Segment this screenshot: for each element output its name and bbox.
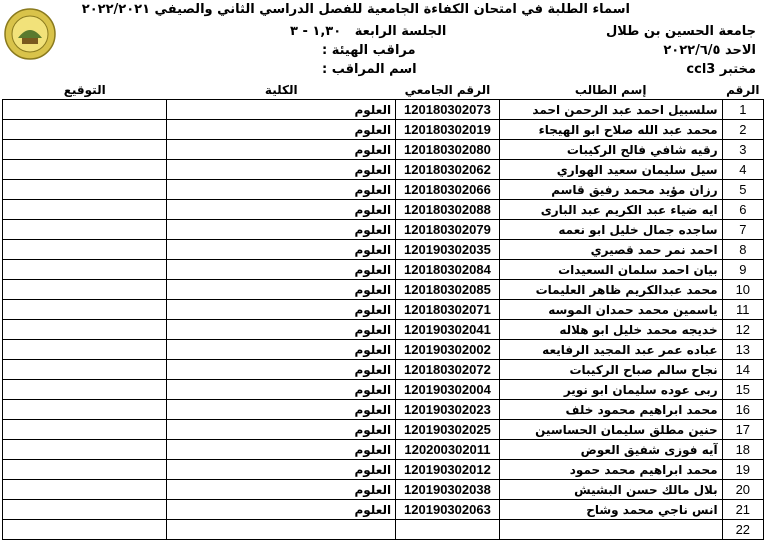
student-id-cell: 120180302073 [396,100,500,120]
student-id-cell: 120190302041 [396,320,500,340]
student-id-cell: 120190302038 [396,480,500,500]
row-number-cell: 10 [722,280,763,300]
college-cell: العلوم [167,400,396,420]
signature-cell [3,300,167,320]
college-cell: العلوم [167,260,396,280]
college-cell: العلوم [167,380,396,400]
col-signature: التوقيع [3,80,167,100]
committee-monitor: مراقب الهيئة : [322,43,416,58]
row-number-cell: 9 [722,260,763,280]
college-cell: العلوم [167,500,396,520]
table-row [3,120,764,140]
row-number-cell: 11 [722,300,763,320]
signature-cell [3,320,167,340]
college-cell: العلوم [167,480,396,500]
signature-cell [3,520,167,540]
row-number-cell: 12 [722,320,763,340]
student-name-cell: آيه فوزى شفيق العوض [499,440,722,460]
signature-cell [3,220,167,240]
table-row [3,240,764,260]
table-header-row [3,80,764,100]
row-number-cell: 6 [722,200,763,220]
row-number-cell: 5 [722,180,763,200]
student-id-cell: 120180302072 [396,360,500,380]
student-name-cell: رزان مؤيد محمد رفيق قاسم [499,180,722,200]
signature-cell [3,180,167,200]
table-row [3,420,764,440]
row-number-cell: 3 [722,140,763,160]
row-number-cell: 13 [722,340,763,360]
college-cell: العلوم [167,320,396,340]
college-cell: العلوم [167,100,396,120]
students-table [2,80,764,540]
table-row [3,320,764,340]
sheet-title: اسماء الطلبة في امتحان الكفاءة الجامعية للفصل الدراسي الثاني والصيفي ٢٠٢٢/٢٠٢١ [81,2,630,17]
table-row [3,340,764,360]
signature-cell [3,280,167,300]
row-number-cell: 8 [722,240,763,260]
session-label [290,24,446,39]
signature-cell [3,440,167,460]
student-name-cell: بيان احمد سلمان السعيدات [499,260,722,280]
university-logo-icon [4,8,56,60]
student-id-cell: 120190302012 [396,460,500,480]
college-cell: العلوم [167,420,396,440]
student-id-cell [396,520,500,540]
table-row [3,160,764,180]
student-name-cell: رقيه شافي فالح الركيبات [499,140,722,160]
student-name-cell: نجاح سالم صباح الركيبات [499,360,722,380]
college-cell: العلوم [167,120,396,140]
table-row [3,220,764,240]
student-name-cell: ربى عوده سليمان ابو نوير [499,380,722,400]
student-name-cell: محمد ابراهيم محمود خلف [499,400,722,420]
row-number-cell: 7 [722,220,763,240]
student-id-cell: 120180302071 [396,300,500,320]
table-row [3,400,764,420]
college-cell: العلوم [167,180,396,200]
student-name-cell: عباده عمر عبد المجيد الرفايعه [499,340,722,360]
monitor-name: اسم المراقب : [322,62,417,77]
college-cell: العلوم [167,460,396,480]
student-name-cell [499,520,722,540]
table-row [3,200,764,220]
college-cell: العلوم [167,280,396,300]
row-number-cell: 4 [722,160,763,180]
session-name: الجلسة الرابعة [354,24,447,39]
student-id-cell: 120180302079 [396,220,500,240]
row-number-cell: 15 [722,380,763,400]
table-row [3,180,764,200]
student-name-cell: انس ناجي محمد وشاح [499,500,722,520]
table-row [3,480,764,500]
student-id-cell: 120180302066 [396,180,500,200]
student-id-cell: 120180302085 [396,280,500,300]
signature-cell [3,100,167,120]
student-id-cell: 120180302062 [396,160,500,180]
signature-cell [3,340,167,360]
college-cell [167,520,396,540]
student-id-cell: 120180302084 [396,260,500,280]
student-name-cell: سلسبيل احمد عبد الرحمن احمد [499,100,722,120]
signature-cell [3,240,167,260]
signature-cell [3,260,167,280]
row-number-cell: 17 [722,420,763,440]
student-id-cell: 120180302019 [396,120,500,140]
college-cell: العلوم [167,300,396,320]
student-name-cell: محمد ابراهيم محمد حمود [499,460,722,480]
col-student-name: إسم الطالب [499,80,722,100]
table-row [3,440,764,460]
student-name-cell: محمد عبدالكريم ظاهر العليمات [499,280,722,300]
row-number-cell: 22 [722,520,763,540]
college-cell: العلوم [167,200,396,220]
signature-cell [3,360,167,380]
college-cell: العلوم [167,360,396,380]
signature-cell [3,500,167,520]
student-id-cell: 120190302025 [396,420,500,440]
row-number-cell: 19 [722,460,763,480]
row-number-cell: 14 [722,360,763,380]
student-name-cell: محمد عبد الله صلاح ابو الهيجاء [499,120,722,140]
table-row [3,140,764,160]
table-row [3,380,764,400]
college-cell: العلوم [167,340,396,360]
student-id-cell: 120190302004 [396,380,500,400]
student-name-cell: ايه ضياء عبد الكريم عبد البارى [499,200,722,220]
table-row [3,300,764,320]
student-id-cell: 120180302080 [396,140,500,160]
session-time: ١,٣٠ - ٣ [290,24,342,39]
student-name-cell: خديجه محمد خليل ابو هلاله [499,320,722,340]
table-row [3,360,764,380]
student-name-cell: ساجده جمال خليل ابو نعمه [499,220,722,240]
college-cell: العلوم [167,160,396,180]
student-id-cell: 120190302035 [396,240,500,260]
student-name-cell: حنين مطلق سليمان الحساسين [499,420,722,440]
signature-cell [3,160,167,180]
student-id-cell: 120180302088 [396,200,500,220]
signature-cell [3,480,167,500]
col-student-id: الرقم الجامعي [396,80,500,100]
row-number-cell: 16 [722,400,763,420]
table-row [3,500,764,520]
lab-name: مختبر ccl3 [686,62,756,77]
table-row [3,520,764,540]
student-name-cell: احمد نمر حمد قصيري [499,240,722,260]
student-name-cell: بلال مالك حسن البشيش [499,480,722,500]
row-number-cell: 1 [722,100,763,120]
signature-cell [3,120,167,140]
student-id-cell: 120200302011 [396,440,500,460]
table-row [3,260,764,280]
exam-date: الاحد ٢٠٢٢/٦/٥ [663,43,756,58]
signature-cell [3,460,167,480]
table-row [3,280,764,300]
college-cell: العلوم [167,440,396,460]
table-row [3,100,764,120]
table-row [3,460,764,480]
row-number-cell: 18 [722,440,763,460]
college-cell: العلوم [167,220,396,240]
signature-cell [3,420,167,440]
col-number: الرقم [722,80,763,100]
row-number-cell: 21 [722,500,763,520]
student-id-cell: 120190302002 [396,340,500,360]
student-name-cell: سيل سليمان سعيد الهواري [499,160,722,180]
signature-cell [3,400,167,420]
row-number-cell: 2 [722,120,763,140]
signature-cell [3,200,167,220]
student-id-cell: 120190302063 [396,500,500,520]
col-college: الكلية [167,80,396,100]
signature-cell [3,380,167,400]
university-name: جامعة الحسين بن طلال [605,24,756,39]
student-name-cell: ياسمين محمد حمدان الموسه [499,300,722,320]
college-cell: العلوم [167,240,396,260]
signature-cell [3,140,167,160]
college-cell: العلوم [167,140,396,160]
student-id-cell: 120190302023 [396,400,500,420]
row-number-cell: 20 [722,480,763,500]
